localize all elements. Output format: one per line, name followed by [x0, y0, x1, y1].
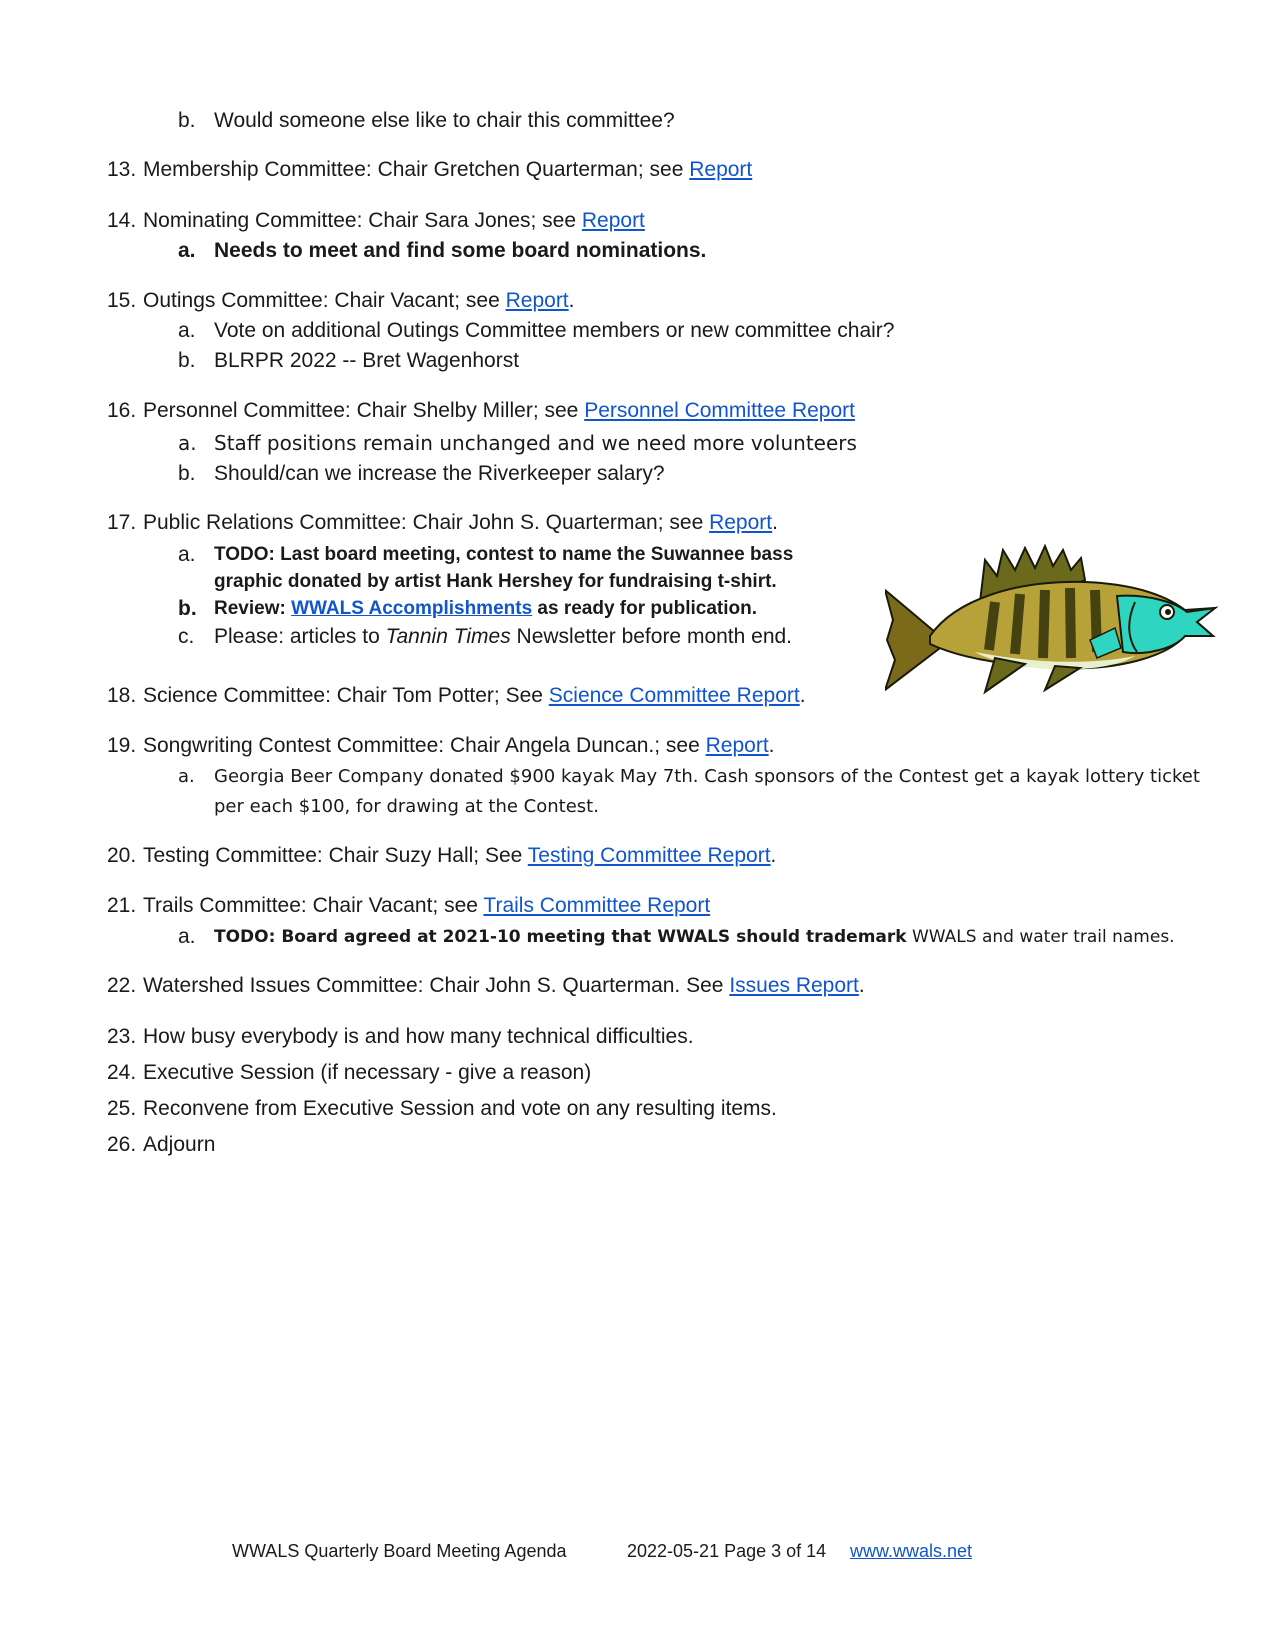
- item-17c-pre: Please: articles to: [214, 625, 386, 648]
- issues-report-link[interactable]: Issues Report: [729, 974, 859, 997]
- item-17b-marker: b.: [178, 597, 197, 620]
- item-20-tail: .: [770, 844, 777, 867]
- item-14-number: 14.: [107, 209, 137, 232]
- item-13-text: Membership Committee: Chair Gretchen Quarterman; see: [143, 158, 690, 181]
- item-13-line: [143, 157, 752, 183]
- item-21-line: [143, 893, 710, 919]
- item-17-line: [143, 510, 778, 536]
- item-23-text: How busy everybody is and how many technical difficulties.: [143, 1025, 694, 1048]
- item-22-text: Watershed Issues Committee: Chair John S. Quarterman. See: [143, 974, 730, 997]
- item-21-number: 21.: [107, 894, 137, 917]
- item-17b-pre: Review:: [214, 598, 292, 619]
- item-14-line: [143, 208, 645, 234]
- item-21a-marker: a.: [178, 925, 196, 948]
- item-17-number: 17.: [107, 511, 137, 534]
- item-21a-rest: WWALS and water trail names.: [906, 927, 1175, 947]
- item-15-number: 15.: [107, 289, 137, 312]
- item-20-text: Testing Committee: Chair Suzy Hall; See: [143, 844, 528, 867]
- item-19a-marker: a.: [178, 766, 195, 787]
- item-14a-marker: a.: [178, 239, 196, 262]
- item-18-tail: .: [799, 684, 806, 707]
- item-22-number: 22.: [107, 974, 137, 997]
- item-24-number: 24.: [107, 1061, 137, 1084]
- item-15a-marker: a.: [178, 319, 196, 342]
- science-report-link[interactable]: Science Committee Report: [548, 684, 800, 707]
- item-16-text: Personnel Committee: Chair Shelby Miller; see: [143, 399, 585, 422]
- item-17a-line2: graphic donated by artist Hank Hershey for fundraising t-shirt.: [214, 571, 777, 592]
- item-22-line: [143, 973, 865, 999]
- item-19a-line1: Georgia Beer Company donated $900 kayak May 7th. Cash sponsors of the Contest get a kayak lottery ticket: [214, 766, 1200, 787]
- item-16b-marker: b.: [178, 462, 196, 485]
- item-17-tail: .: [772, 511, 778, 534]
- item-16b-text: Should/can we increase the Riverkeeper salary?: [214, 462, 665, 485]
- nominating-report-link[interactable]: Report: [581, 209, 645, 232]
- item-14a-text: Needs to meet and find some board nominations.: [214, 239, 707, 262]
- suwannee-bass-fish-image: [885, 540, 1220, 700]
- footer-url-link[interactable]: www.wwals.net: [850, 1541, 973, 1561]
- item-16a-text: Staff positions remain unchanged and we need more volunteers: [214, 431, 857, 455]
- item-19-line: [143, 733, 775, 759]
- item-22-tail: .: [858, 974, 865, 997]
- item-17c-post: Newsletter before month end.: [510, 625, 793, 648]
- membership-report-link[interactable]: Report: [689, 158, 753, 181]
- item-12b-marker: b.: [178, 109, 196, 132]
- item-21a-line: [214, 924, 1175, 950]
- item-25-number: 25.: [107, 1097, 137, 1120]
- item-19a-line2: per each $100, for drawing at the Contest.: [214, 796, 599, 817]
- item-15-text: Outings Committee: Chair Vacant; see: [143, 289, 506, 312]
- tannin-times-title: Tannin Times: [385, 625, 511, 648]
- item-17-text: Public Relations Committee: Chair John S. Quarterman; see: [143, 511, 710, 534]
- item-17c-marker: c.: [178, 625, 195, 648]
- item-12b-text: Would someone else like to chair this committee?: [214, 109, 675, 132]
- item-15b-marker: b.: [178, 349, 196, 372]
- item-21a-bold: TODO: Board agreed at 2021-10 meeting that WWALS should trademark: [214, 927, 907, 947]
- item-19-tail: .: [768, 734, 775, 757]
- item-16a-marker: a.: [178, 431, 197, 455]
- item-18-text: Science Committee: Chair Tom Potter; See: [143, 684, 549, 707]
- item-19-text: Songwriting Contest Committee: Chair Angela Duncan.; see: [143, 734, 706, 757]
- item-15-tail: .: [568, 289, 575, 312]
- item-18-line: [143, 683, 806, 709]
- item-15b-text: BLRPR 2022 -- Bret Wagenhorst: [214, 349, 520, 372]
- item-15a-text: Vote on additional Outings Committee members or new committee chair?: [214, 319, 895, 342]
- item-17a-line1: TODO: Last board meeting, contest to name the Suwannee bass: [214, 544, 794, 565]
- item-15-line: [143, 288, 574, 314]
- songwriting-report-link[interactable]: Report: [705, 734, 769, 757]
- item-17b-post: as ready for publication.: [532, 598, 758, 619]
- item-14-text: Nominating Committee: Chair Sara Jones; see: [143, 209, 582, 232]
- item-25-text: Reconvene from Executive Session and vote on any resulting items.: [143, 1097, 777, 1120]
- item-16-line: [143, 398, 855, 424]
- item-24-text: Executive Session (if necessary - give a reason): [143, 1061, 592, 1084]
- personnel-report-link[interactable]: Personnel Committee Report: [584, 399, 855, 422]
- item-19-number: 19.: [107, 734, 137, 757]
- item-13-number: 13.: [107, 158, 137, 181]
- item-17b-line: [214, 596, 757, 622]
- item-21-text: Trails Committee: Chair Vacant; see: [143, 894, 484, 917]
- item-17c-line: [214, 624, 792, 650]
- wwals-accomplishments-link[interactable]: WWALS Accomplishments: [291, 598, 533, 619]
- item-16-number: 16.: [107, 399, 137, 422]
- item-20-number: 20.: [107, 844, 137, 867]
- item-26-text: Adjourn: [143, 1133, 216, 1156]
- footer-title: WWALS Quarterly Board Meeting Agenda: [232, 1541, 567, 1561]
- item-18-number: 18.: [107, 684, 137, 707]
- trails-report-link[interactable]: Trails Committee Report: [483, 894, 711, 917]
- outings-report-link[interactable]: Report: [505, 289, 569, 312]
- public-relations-report-link[interactable]: Report: [709, 511, 773, 534]
- testing-report-link[interactable]: Testing Committee Report: [527, 844, 771, 867]
- item-23-number: 23.: [107, 1025, 137, 1048]
- item-17a-marker: a.: [178, 543, 196, 566]
- item-26-number: 26.: [107, 1133, 137, 1156]
- item-20-line: [143, 843, 776, 869]
- footer-date-page: 2022-05-21 Page 3 of 14: [627, 1541, 827, 1561]
